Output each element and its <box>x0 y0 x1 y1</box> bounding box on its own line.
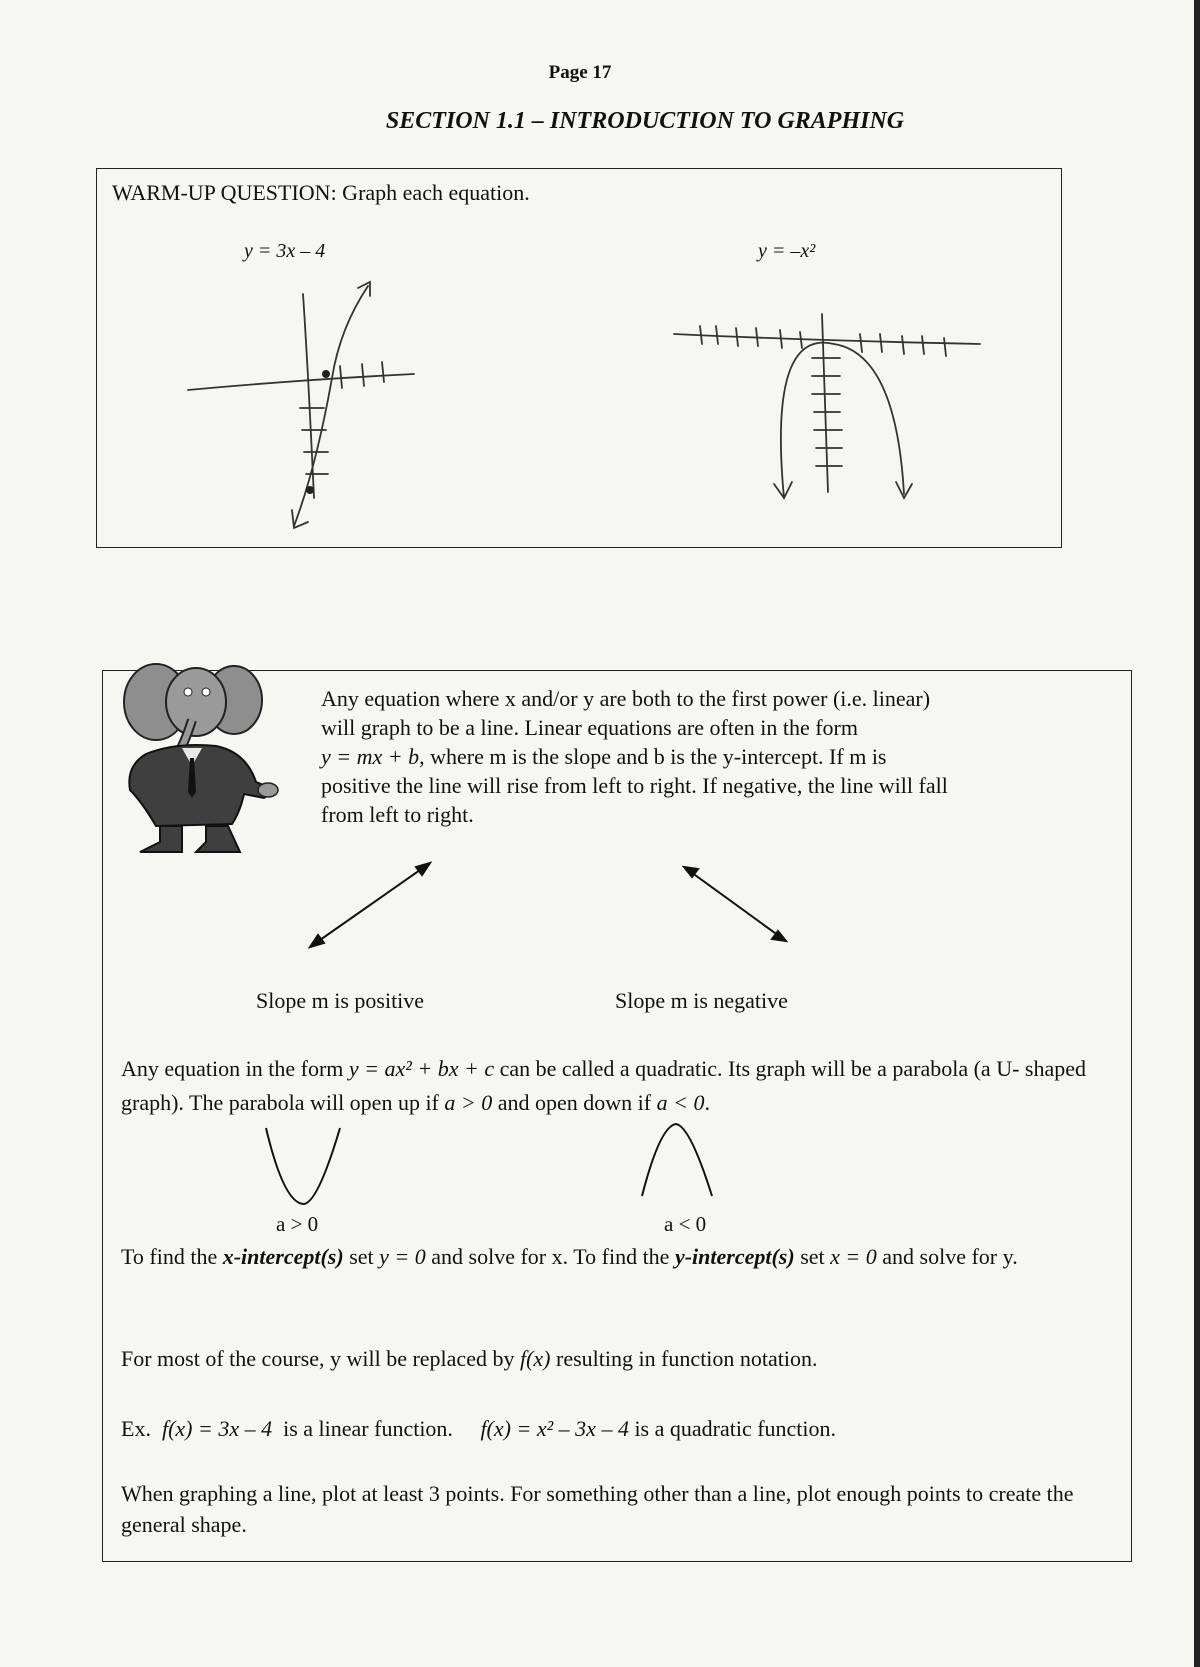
scan-edge-shadow <box>1194 0 1200 1667</box>
y-intercept-term: y-intercept(s) <box>674 1244 795 1269</box>
warmup-label: WARM-UP QUESTION: Graph each equation. <box>112 180 530 205</box>
function-notation-paragraph <box>121 1342 1101 1376</box>
warmup-equation-linear: y = 3x – 4 <box>244 240 326 262</box>
example-paragraph <box>121 1412 1101 1446</box>
notation-text-1: For most of the course, y will be replaced by <box>121 1346 520 1371</box>
handwritten-graphs <box>96 168 1062 548</box>
int-text-3: and solve for x. To find the <box>425 1244 675 1269</box>
slope-negative-label: Slope m is negative <box>615 988 788 1013</box>
condition-down: a < 0 <box>656 1090 705 1115</box>
linear-x-axis <box>188 374 414 390</box>
example-linear-text: is a linear function. <box>272 1416 481 1441</box>
intro-line-5: from left to right. <box>321 802 474 827</box>
intro-line-4: positive the line will rise from left to right. If negative, the line will fall <box>321 773 948 798</box>
int-text-1: To find the <box>121 1244 223 1269</box>
quadratic-equation: y = ax² + bx + c <box>348 1056 495 1081</box>
quad-text-3: and open down if <box>492 1090 657 1115</box>
intro-line-3 <box>321 742 1041 771</box>
quad-text-1: Any equation in the form <box>121 1056 349 1081</box>
condition-up: a > 0 <box>444 1090 493 1115</box>
elephant-mascot-illustration <box>116 662 286 862</box>
label-a-positive: a > 0 <box>276 1212 319 1236</box>
y-equals-zero: y = 0 <box>379 1244 426 1269</box>
intro-line-3-rest: , where m is the slope and b is the y-intercept. If m is <box>419 744 887 769</box>
example-linear-function: f(x) = 3x – 4 <box>161 1416 273 1441</box>
linear-intro-text <box>321 684 1041 829</box>
slope-positive-label: Slope m is positive <box>256 988 425 1013</box>
quadratic-paragraph <box>121 1052 1101 1120</box>
intro-line-2: will graph to be a line. Linear equations are often in the form <box>321 715 858 740</box>
section-title: SECTION 1.1 – INTRODUCTION TO GRAPHING <box>385 108 905 134</box>
parabola-up-sketch <box>260 1124 350 1210</box>
example-prefix: Ex. <box>121 1416 162 1441</box>
int-text-2: set <box>343 1244 380 1269</box>
f-of-x: f(x) <box>519 1346 551 1371</box>
intercepts-paragraph <box>121 1240 1101 1274</box>
intro-line-1: Any equation where x and/or y are both to the first power (i.e. linear) <box>321 686 931 711</box>
parabola-curve <box>781 343 904 498</box>
slope-diagrams <box>280 855 800 965</box>
int-text-5: and solve for y. <box>876 1244 1018 1269</box>
x-intercept-term: x-intercept(s) <box>222 1244 344 1269</box>
label-a-negative: a < 0 <box>664 1212 707 1236</box>
example-quadratic-function: f(x) = x² – 3x – 4 <box>480 1416 629 1441</box>
quad-text-2: can be called a quadratic. Its graph will be a parabola (a U- shaped graph). The parabola will open up if <box>121 1056 1087 1115</box>
warmup-equation-parabola: y = –x² <box>758 240 816 262</box>
x-equals-zero: x = 0 <box>830 1244 877 1269</box>
int-text-4: set <box>794 1244 831 1269</box>
page-number: Page 17 <box>548 62 612 83</box>
closing-paragraph: When graphing a line, plot at least 3 points. For something other than a line, plot enough points to create the general shape. <box>121 1481 1074 1537</box>
example-quadratic-text: is a quadratic function. <box>628 1416 837 1441</box>
quad-text-4: . <box>704 1090 710 1115</box>
slope-intercept-equation: y = mx + b <box>321 744 420 769</box>
notation-text-2: resulting in function notation. <box>550 1346 818 1371</box>
negative-slope-line <box>684 867 786 941</box>
positive-slope-line <box>310 863 430 947</box>
parabola-down-sketch <box>636 1120 726 1206</box>
